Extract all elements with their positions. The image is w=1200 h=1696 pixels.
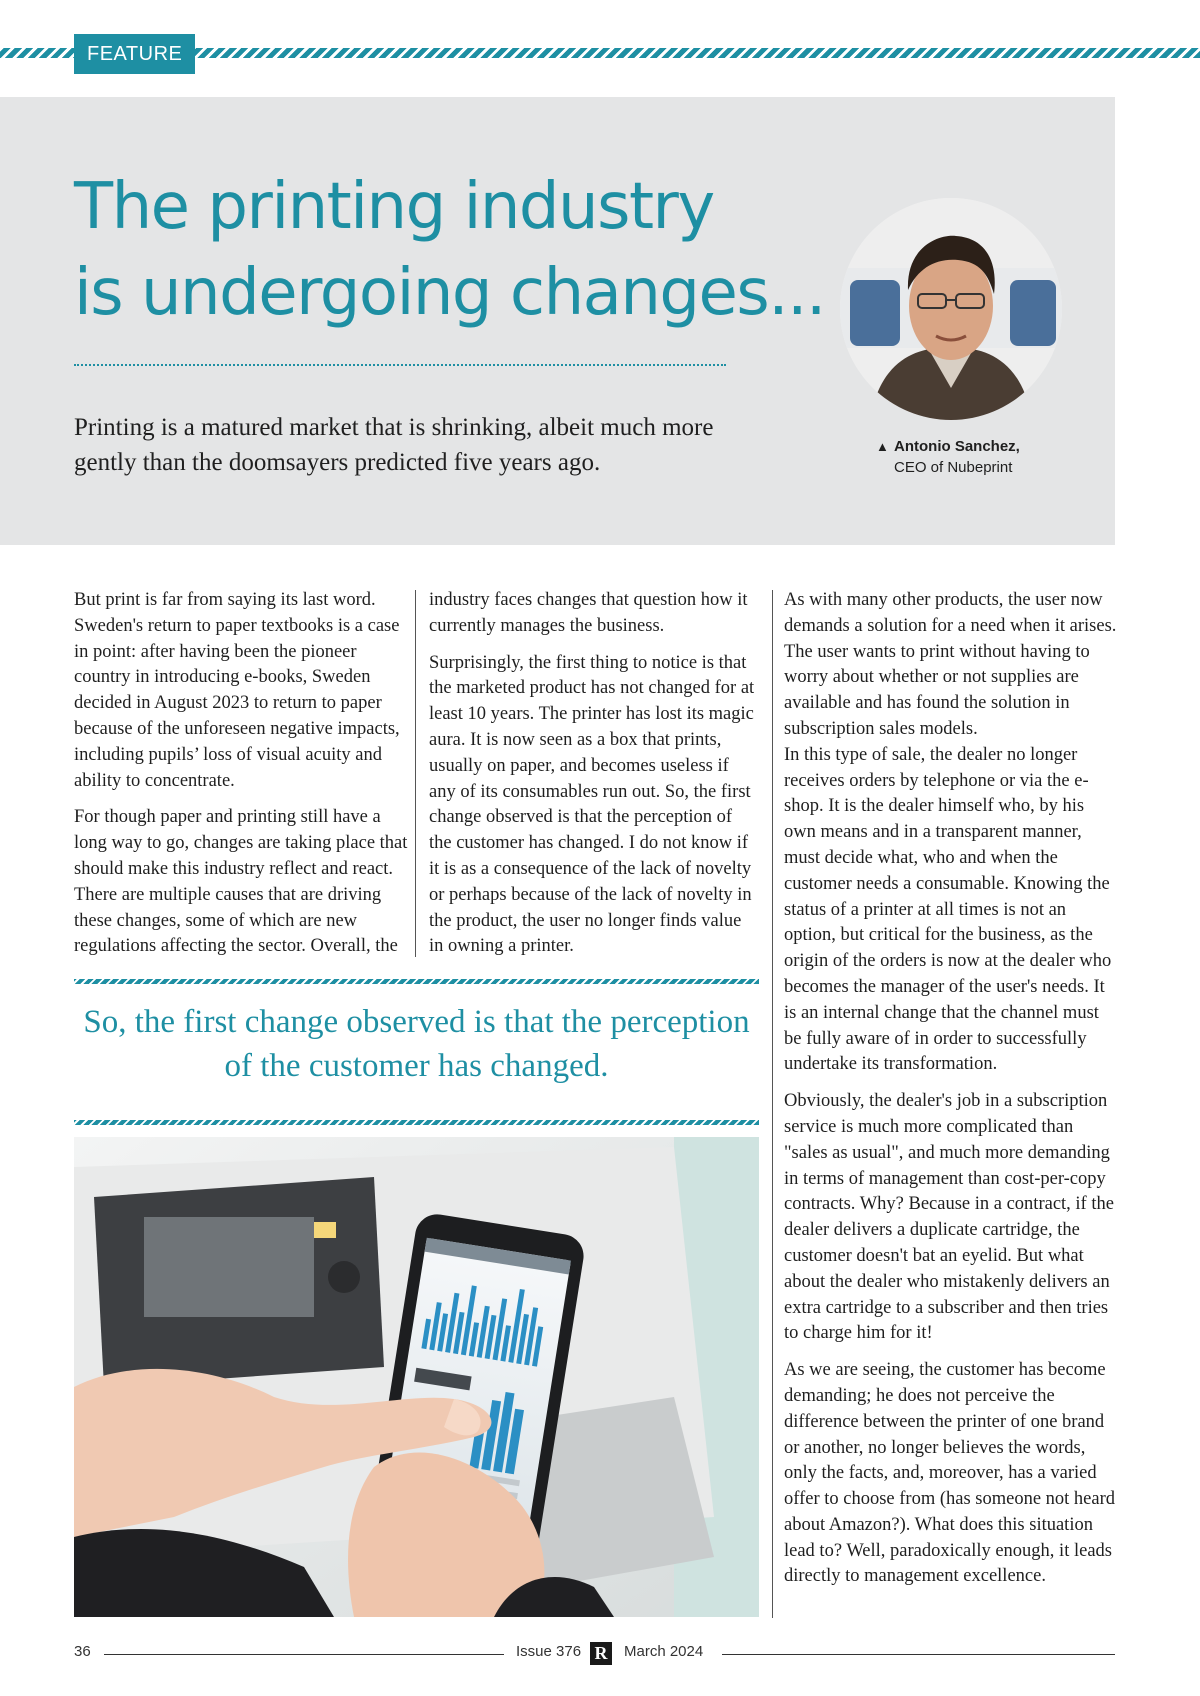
footer-rule — [104, 1654, 504, 1655]
paragraph: For though paper and printing still have a long way to go, changes are taking place that should make this industry reflect and react. There are multiple causes that are driving these changes, some of which are new regulations affecting the sector. Overall, the — [74, 807, 408, 957]
footer-issue: Issue 376 — [516, 1643, 582, 1660]
page-number: 36 — [74, 1643, 91, 1660]
pull-quote-top-rule — [74, 979, 759, 984]
pull-quote: So, the first change observed is that the perception of the customer has changed. — [83, 1004, 750, 1084]
footer-date: March 2024 — [624, 1643, 704, 1660]
printer-smartphone-photo-icon — [74, 1137, 759, 1617]
paragraph: But print is far from saying its last word. Sweden's return to paper textbooks is a case in point: after having been the pioneer country in introducing e-books, Sweden decided in August 2023 to return to paper because of the unforeseen negative impacts, including pupils’ loss of visual acuity and ability to concentrate. — [74, 590, 400, 791]
headline-divider — [74, 364, 726, 366]
paragraph: As we are seeing, the customer has become demanding; he does not perceive the difference between the printer of one brand or another, no longer believes the words, only the facts, and, moreover, has a varied offer to choose from (has someone not heard about Amazon?). What does this situation lead to? Well, paradoxically enough, it leads directly to management excellence. — [784, 1360, 1116, 1587]
headline-line-1: The printing industry — [74, 170, 714, 244]
portrait-caption — [876, 436, 1106, 478]
footer-rule — [722, 1654, 1115, 1655]
publication-logo-icon: R — [590, 1642, 612, 1665]
section-tag: FEATURE — [74, 34, 195, 74]
paragraph: Obviously, the dealer's job in a subscription service is much more complicated than "sales as usual", and much more demanding in terms of management than cost-per-copy contracts. Why? Because in a contract, if the dealer delivers a duplicate cartridge, the customer doesn't bat an eyelid. But what about the dealer who mistakenly delivers an extra cartridge to a subscriber and then tries to charge him for it! — [784, 1091, 1114, 1344]
paragraph: In this type of sale, the dealer no longer receives orders by telephone or via the e-shop. It is the dealer himself who, by his own means and in a transparent manner, must decide what, who and when the customer needs a consumable. Knowing the status of a printer at all times is not an option, but critical for the business, as the origin of the orders is now at the dealer who becomes the manager of the user's needs. It is an internal change that the channel must be fully aware of in order to successfully undertake its transformation. — [784, 744, 1112, 1075]
paragraph: Surprisingly, the first thing to notice is that the marketed product has not changed for at least 10 years. The printer has lost its magic aura. It is now seen as a box that prints, usually on paper, and becomes useless if any of its consumables run out. So, the first change observed is that the perception of the customer has changed. I do not know if it is as a consequence of the lack of novelty or perhaps because of the lack of novelty in the product, the user no longer finds value in owning a printer. — [429, 652, 755, 957]
caption-name: Antonio Sanchez, — [894, 438, 1020, 455]
headline — [74, 164, 825, 336]
paragraph: As with many other products, the user now demands a solution for a need when it arises. The user wants to print without having to worry about whether or not supplies are available and has found the solution in subscription sales models. — [784, 590, 1117, 739]
body-column-3 — [784, 588, 1119, 1601]
portrait-photo-icon — [840, 198, 1062, 420]
paragraph: industry faces changes that question how it currently manages the business. — [429, 590, 748, 636]
caption-role: CEO of Nubeprint — [894, 459, 1013, 476]
column-divider — [415, 590, 416, 957]
pull-quote-bottom-rule — [74, 1120, 759, 1125]
body-column-1 — [74, 588, 410, 971]
caption-triangle-icon: ▲ — [876, 439, 889, 454]
standfirst: Printing is a matured market that is shrinking, albeit much more gently than the doomsayers predicted five years ago. — [74, 414, 714, 476]
headline-line-2: is undergoing changes... — [74, 256, 825, 330]
body-column-2 — [429, 588, 759, 971]
column-divider — [772, 590, 773, 1618]
